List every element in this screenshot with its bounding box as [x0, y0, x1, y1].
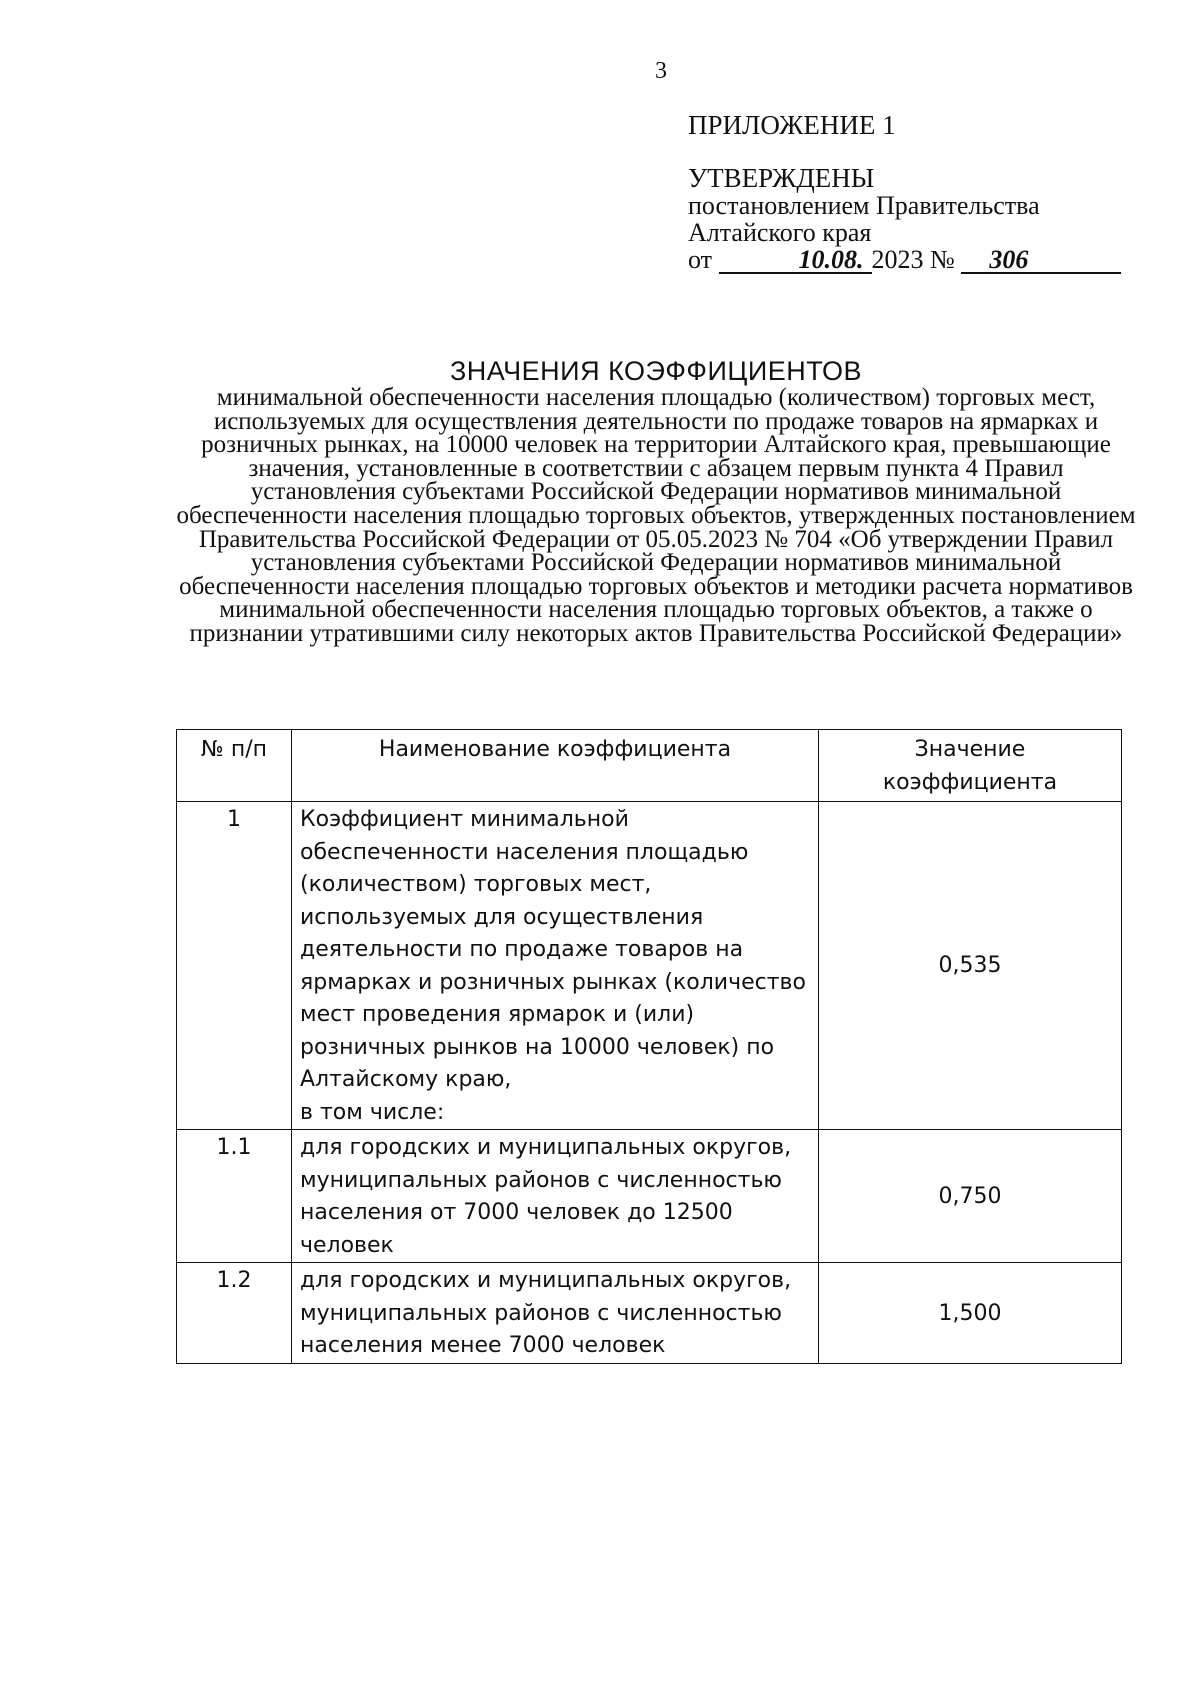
header-number: № п/п [177, 730, 292, 802]
resolution-year: 2023 [871, 245, 924, 274]
row-name: для городских и муниципальных округов, муниципальных районов с численностью населения менее 7000 человек [292, 1263, 819, 1364]
row-name: для городских и муниципальных округов, муниципальных районов с численностью населения от 7000 человек до 12500 человек [292, 1130, 819, 1263]
document-subtitle: минимальной обеспеченности населения площадью (количеством) торговых мест, используемых для осуществления деятельности по продаже товаров на ярмарках и розничных рынках, на 10000 человек на территории Алтайского края, превышающие значения, установленные в соответствии с абзацем первым пункта 4 Правил установления субъектами Российской Федерации нормативов минимальной обеспеченности населения площадью торговых объектов, утвержденных постановлением Правительства Российской Федерации от 05.05.2023 № 704 «Об утверждении Правил установления субъектами Российской Федерации нормативов минимальной обеспеченности населения площадью торговых объектов и методики расчета нормативов минимальной обеспеченности населения площадью торговых объектов, а также о признании утратившими силу некоторых актов Правительства Российской Федерации» [176, 384, 1136, 647]
approved-region-line: Алтайского края [688, 218, 872, 247]
from-label: от [688, 245, 713, 274]
row-number: 1.2 [177, 1263, 292, 1364]
coefficients-table [176, 729, 1122, 1364]
row-name-suffix: в том числе: [300, 1099, 445, 1125]
row-value: 0,750 [819, 1130, 1122, 1263]
row-value: 0,535 [819, 802, 1122, 1130]
document-title: ЗНАЧЕНИЯ КОЭФФИЦИЕНТОВ [449, 356, 863, 386]
table-row [177, 1263, 1122, 1364]
resolution-date-line [688, 246, 1128, 274]
header-value: Значение коэффициента [819, 730, 1122, 802]
row-name [292, 802, 819, 1130]
resolution-date: 10.08. [719, 248, 872, 274]
row-name-text: Коэффициент минимальной обеспеченности населения площадью (количеством) торговых мест, используемых для осуществления деятельности по продаже товаров на ярмарках и розничных рынках (количество мест проведения ярмарок и (или) розничных рынков на 10000 человек) по Алтайскому краю, [300, 807, 806, 1092]
row-number: 1 [177, 802, 292, 1130]
approval-stamp [688, 112, 1128, 274]
page-number: 3 [655, 58, 667, 84]
approved-by-line: постановлением Правительства [688, 191, 1040, 220]
number-sign: № [930, 245, 955, 274]
annex-label: ПРИЛОЖЕНИЕ 1 [688, 110, 896, 140]
row-value: 1,500 [819, 1263, 1122, 1364]
row-number: 1.1 [177, 1130, 292, 1263]
approved-label: УТВЕРЖДЕНЫ [688, 163, 875, 193]
header-name: Наименование коэффициента [292, 730, 819, 802]
table-header-row [177, 730, 1122, 802]
resolution-number: 306 [961, 248, 1121, 274]
table-row [177, 1130, 1122, 1263]
document-heading [176, 356, 1136, 646]
table-row [177, 802, 1122, 1130]
